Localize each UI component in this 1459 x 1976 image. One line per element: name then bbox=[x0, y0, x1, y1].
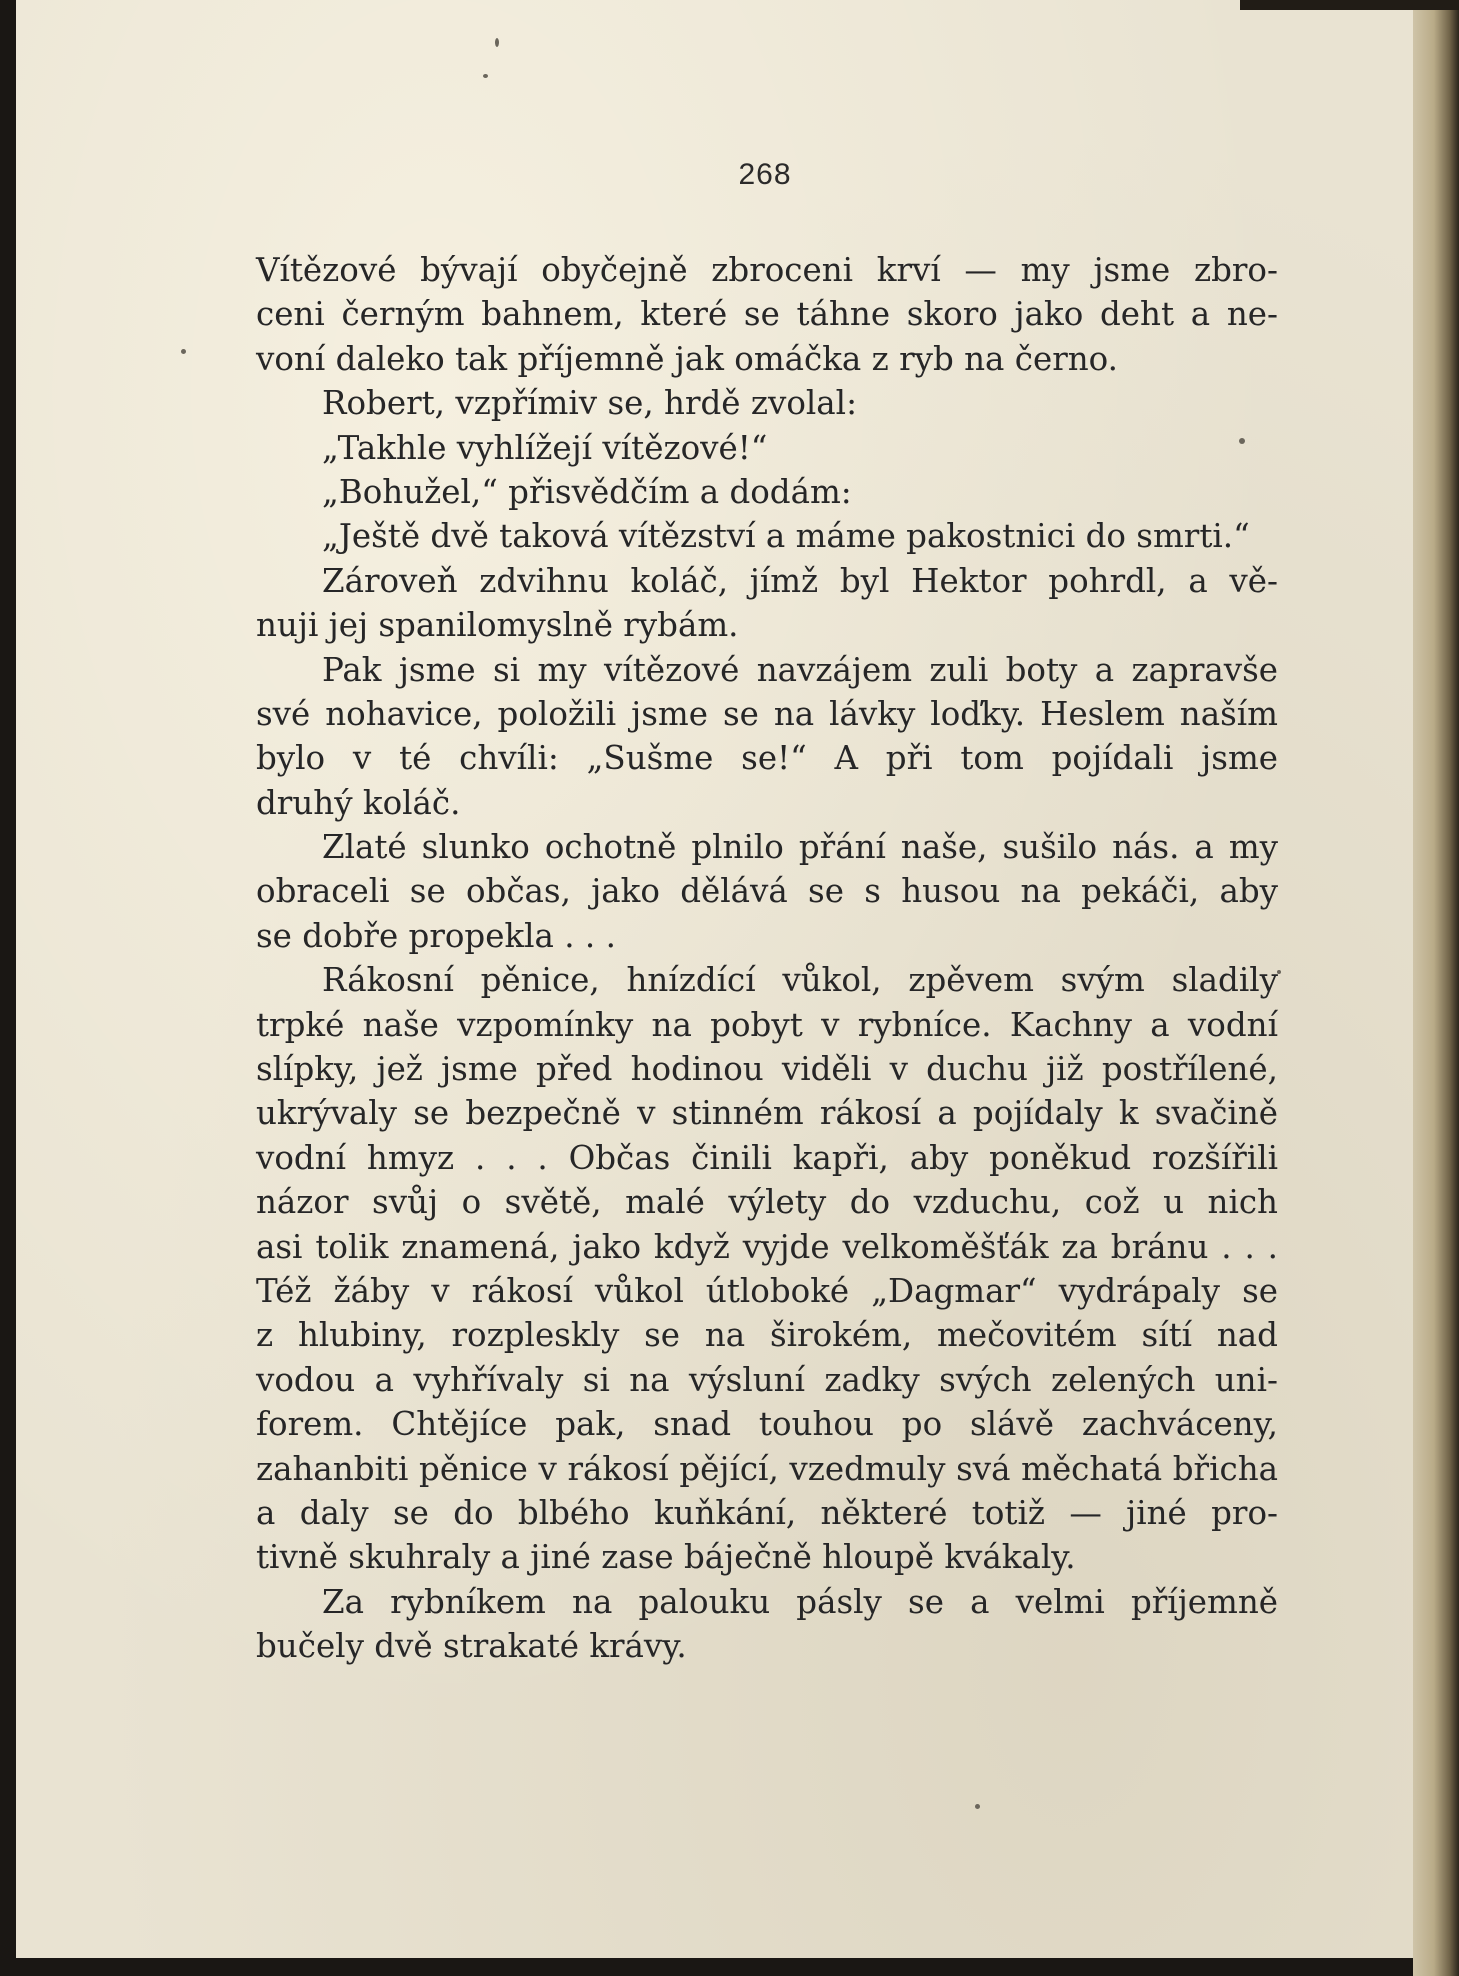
text-line: druhý koláč. bbox=[256, 783, 461, 822]
text-line: forem. Chtějíce pak, snad touhou po slávě zachváceny, bbox=[256, 1405, 1278, 1444]
ink-speck bbox=[483, 74, 488, 78]
text-line: asi tolik znamená, jako když vyjde velkoměšťák za bránu . . . bbox=[256, 1227, 1278, 1266]
text-line: slípky, jež jsme před hodinou viděli v duchu již postřílené, bbox=[256, 1050, 1278, 1089]
text-line: své nohavice, položili jsme se na lávky loďky. Heslem naším bbox=[256, 694, 1278, 733]
text-line: z hlubiny, rozpleskly se na širokém, mečovitém sítí nad bbox=[256, 1316, 1278, 1355]
text-line: a daly se do blbého kuňkání, některé totiž — jiné pro- bbox=[256, 1493, 1278, 1532]
text-line: nuji jej spanilomyslně rybám. bbox=[256, 606, 739, 645]
ink-speck bbox=[495, 38, 499, 47]
scan-border-top bbox=[1240, 0, 1459, 10]
text-line: Též žáby v rákosí vůkol útloboké „Dagmar“ vydrápaly se bbox=[256, 1271, 1278, 1310]
ink-speck bbox=[975, 1804, 980, 1809]
text-line: obraceli se občas, jako dělává se s husou na pekáči, aby bbox=[256, 872, 1278, 911]
text-line: Rákosní pěnice, hnízdící vůkol, zpěvem svým sladily bbox=[322, 961, 1278, 1000]
text-line: Za rybníkem na palouku pásly se a velmi příjemně bbox=[322, 1582, 1278, 1621]
text-line: „Bohužel,“ přisvědčím a dodám: bbox=[322, 472, 852, 511]
text-line: Zlaté slunko ochotně plnilo přání naše, sušilo nás. a my bbox=[322, 828, 1278, 867]
text-line: vodou a vyhřívaly si na výsluní zadky svých zelených uni- bbox=[256, 1360, 1278, 1399]
book-binding-edge bbox=[1413, 0, 1459, 1976]
text-line: Robert, vzpřímiv se, hrdě zvolal: bbox=[322, 384, 858, 423]
text-line: voní daleko tak příjemně jak omáčka z ryb na černo. bbox=[256, 339, 1118, 378]
text-line: bylo v té chvíli: „Sušme se!“ A při tom pojídali jsme bbox=[256, 739, 1278, 778]
text-line: Zároveň zdvihnu koláč, jímž byl Hektor pohrdl, a vě- bbox=[322, 561, 1278, 600]
text-line: „Ještě dvě taková vítězství a máme pakostnici do smrti.“ bbox=[322, 517, 1250, 556]
text-line: se dobře propekla . . . bbox=[256, 916, 616, 955]
text-line: „Takhle vyhlížejí vítězové!“ bbox=[322, 428, 768, 467]
text-line: ceni černým bahnem, které se táhne skoro jako deht a ne- bbox=[256, 295, 1278, 334]
text-line: ukrývaly se bezpečně v stinném rákosí a pojídaly k svačině bbox=[256, 1094, 1278, 1133]
text-line: Pak jsme si my vítězové navzájem zuli boty a zapravše bbox=[322, 650, 1278, 689]
page-body-text bbox=[256, 248, 1278, 1669]
page-number: 268 bbox=[738, 158, 792, 191]
ink-speck bbox=[181, 349, 186, 354]
text-line: bučely dvě strakaté krávy. bbox=[256, 1627, 687, 1666]
text-line: zahanbiti pěnice v rákosí pějící, vzedmuly svá měchatá břicha bbox=[256, 1449, 1278, 1488]
text-line: Vítězové bývají obyčejně zbroceni krví — my jsme zbro- bbox=[256, 251, 1278, 289]
text-line: trpké naše vzpomínky na pobyt v rybníce. Kachny a vodní bbox=[256, 1005, 1278, 1044]
text-line: tivně skuhraly a jiné zase báječně hloupě kvákaly. bbox=[256, 1538, 1076, 1577]
text-line: názor svůj o světě, malé výlety do vzduchu, což u nich bbox=[256, 1183, 1278, 1222]
text-line: vodní hmyz . . . Občas činili kapři, aby poněkud rozšířili bbox=[256, 1138, 1278, 1177]
